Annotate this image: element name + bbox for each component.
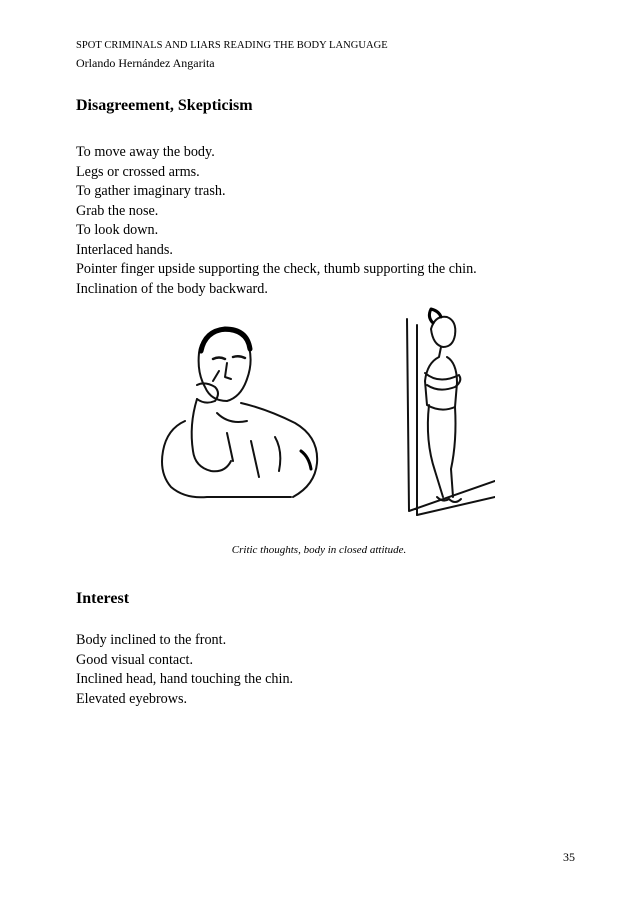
man-arm xyxy=(192,399,231,471)
list-item: To look down. xyxy=(76,222,159,238)
woman-legs xyxy=(428,405,456,497)
list-item: Elevated eyebrows. xyxy=(76,690,188,707)
page-number: 35 xyxy=(563,850,575,864)
woman-crossed-arms xyxy=(425,373,460,390)
list-item: Interlaced hands. xyxy=(76,241,173,258)
man-hair xyxy=(201,329,250,351)
woman-head xyxy=(431,317,455,347)
interest-list xyxy=(76,631,293,709)
section-heading-disagreement: Disagreement, Skepticism xyxy=(76,97,253,114)
list-item: Pointer finger upside supporting the check, thumb supporting the chin. xyxy=(76,261,477,277)
list-item: Grab the nose. xyxy=(76,202,159,219)
list-item: Legs or crossed arms. xyxy=(76,163,200,180)
list-item: Good visual contact. xyxy=(76,651,194,668)
figure-caption: Critic thoughts, body in closed attitude. xyxy=(231,544,407,556)
list-item: To move away the body. xyxy=(76,144,215,160)
list-item: Body inclined to the front. xyxy=(76,632,227,648)
list-item: Inclination of the body backward. xyxy=(76,280,268,297)
list-item: To gather imaginary trash. xyxy=(76,183,226,199)
section-heading-interest: Interest xyxy=(76,590,130,607)
wall-line xyxy=(407,319,495,515)
body-language-illustration xyxy=(155,301,495,533)
running-header-title: SPOT CRIMINALS AND LIARS READING THE BODY LANGUAGE xyxy=(76,40,388,51)
running-header-author: Orlando Hernández Angarita xyxy=(76,56,215,70)
list-item: Inclined head, hand touching the chin. xyxy=(76,671,294,687)
disagreement-list xyxy=(76,143,477,299)
